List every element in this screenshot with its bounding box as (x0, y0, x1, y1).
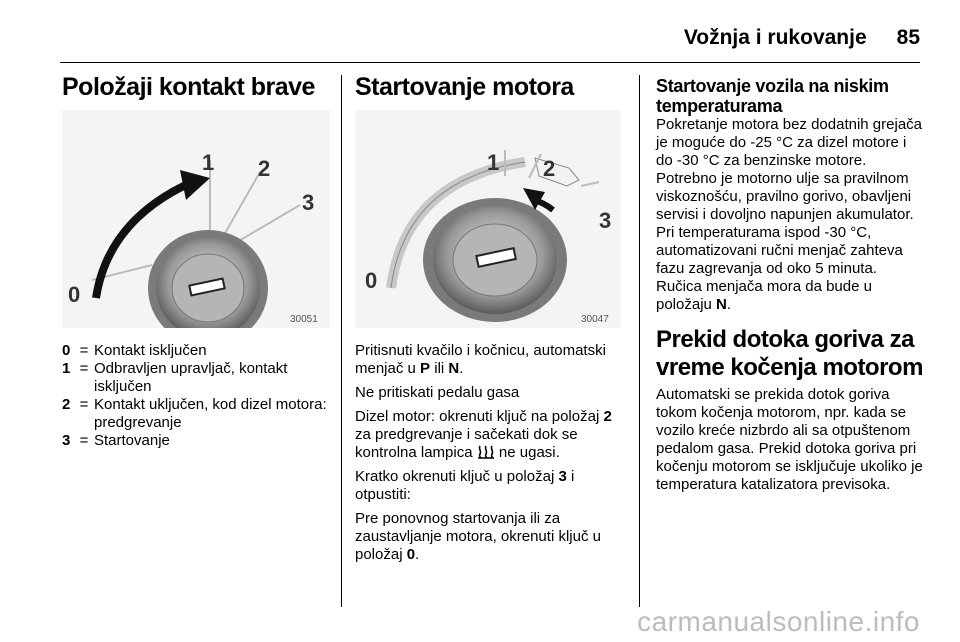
cold-start-paragraph: Pokretanje motora bez dodatnih grejača je moguće do -25 °C za dizel motore i do -30 °C za benzinske motore. Potrebno je motorno ulje sa pravilnom viskoznošću, pravilno gorivo, obavljeni servisi i dovoljno napunjen akumulator. Pri temperaturama ispod -30 °C, automatizovani ručni menjač zahteva fazu zagrevanja od oko 5 minuta. Ručica menjača mora da bude u položaju N. (656, 116, 923, 313)
section-title-fuel-cutoff: Prekid dotoka goriva za vreme kočenja motorom (656, 326, 923, 381)
ignition-figure (62, 110, 330, 328)
ignition-legend (62, 342, 330, 450)
legend-row: 1 = Odbravljen upravljač, kontakt isključen (62, 360, 288, 395)
start-step-3: Dizel motor: okrenuti ključ na položaj 2 za predgrevanje i sačekati dok se kontrolna lampica ne ugasi. (355, 408, 612, 461)
section-title-ignition: Položaji kontakt brave (62, 73, 315, 101)
column-ignition-positions (62, 72, 330, 450)
start-step-4: Kratko okrenuti ključ u položaj 3 i otpustiti: (355, 468, 575, 503)
ignition-lock-illustration (62, 110, 330, 328)
header-title: Vožnja i rukovanje (683, 26, 867, 49)
fig2-label-2: 2 (543, 156, 556, 181)
fig2-label-1: 1 (487, 150, 500, 175)
column-divider-2 (639, 75, 640, 607)
fig2-label-0: 0 (365, 268, 378, 293)
header-rule (60, 62, 920, 63)
fig2-label-3: 3 (599, 208, 612, 233)
subtitle-cold-start: Startovanje vozila na niskim temperaturama (656, 76, 889, 116)
watermark: carmanualsonline.info (637, 606, 920, 637)
fuel-cutoff-paragraph: Automatski se prekida dotok goriva tokom kočenja motorom, npr. kada se vozilo kreće nizbrdo ali sa otpuštenom pedalom gasa. Prekid dotoka goriva pri kočenju motorom se isključuje ukoliko je temperatura katalizatora previsoka. (656, 386, 923, 493)
column-cold-start (656, 72, 924, 500)
page-header (60, 20, 920, 56)
fig1-label-3: 3 (302, 190, 315, 215)
column-engine-start (355, 72, 625, 570)
fig1-label-1: 1 (202, 150, 215, 175)
fig1-label-2: 2 (258, 156, 271, 181)
legend-row: 2 = Kontakt uključen, kod dizel motora: predgrevanje (62, 396, 327, 431)
start-step-2: Ne pritiskati pedalu gasa (355, 384, 520, 401)
legend-row: 0 = Kontakt isključen (62, 342, 207, 359)
section-title-start: Startovanje motora (355, 73, 574, 101)
fig1-code: 30051 (290, 314, 318, 325)
legend-row: 3 = Startovanje (62, 432, 170, 449)
start-figure (355, 110, 621, 328)
start-step-5: Pre ponovnog startovanja ili za zaustavljanje motora, okrenuti ključ u položaj 0. (355, 510, 601, 563)
fig2-code: 30047 (581, 314, 609, 325)
column-divider-1 (341, 75, 342, 607)
fig1-label-0: 0 (68, 282, 81, 307)
start-lock-illustration (355, 110, 621, 328)
start-step-1: Pritisnuti kvačilo i kočnicu, automatski menjač u P ili N. (355, 342, 606, 377)
glow-plug-icon (477, 445, 495, 459)
page-number: 85 (896, 26, 920, 49)
